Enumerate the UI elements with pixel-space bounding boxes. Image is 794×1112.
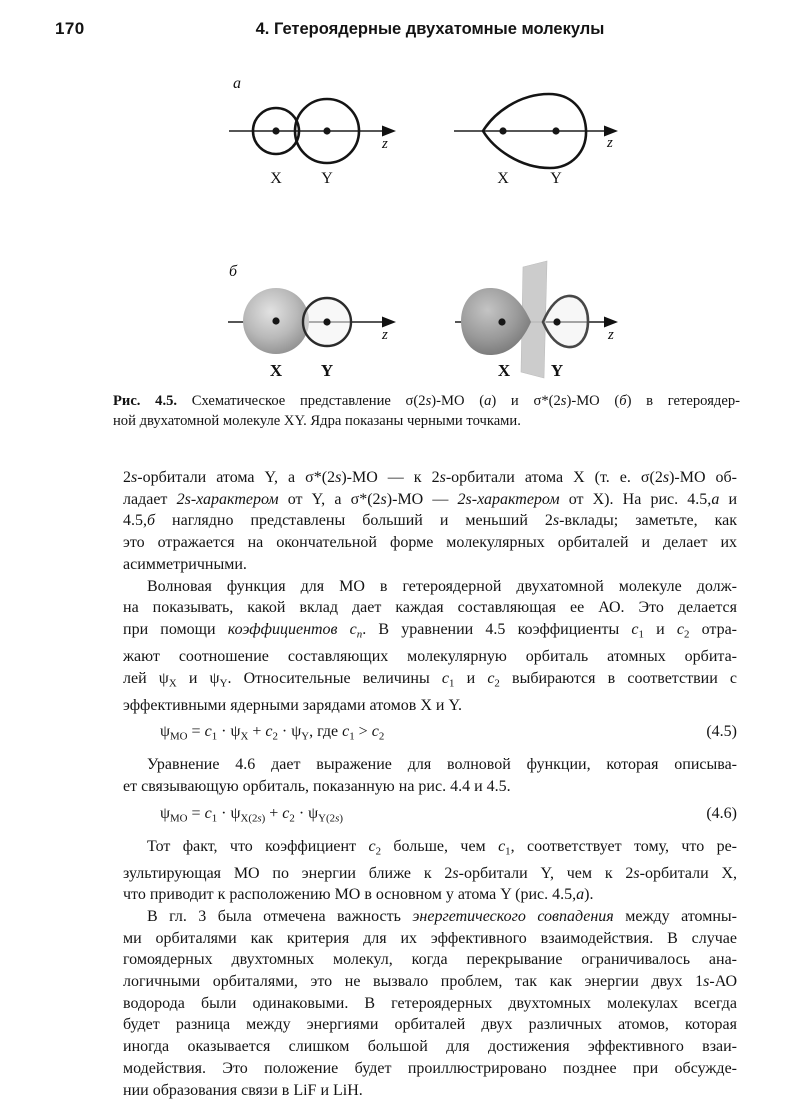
paragraph bbox=[123, 906, 737, 1101]
text-segment: 1 bbox=[211, 811, 218, 824]
text-segment: ) bbox=[339, 811, 343, 824]
text-segment: 1 bbox=[211, 730, 218, 743]
equation-body: $\psi_{МО} = c_1 \cdot \psi_X + c_2 \cdot \psi_Y$, где $c_1 > c_2$ bbox=[160, 723, 385, 743]
text-segment: б bbox=[619, 393, 627, 409]
arrowhead-icon bbox=[382, 317, 396, 328]
text-line: что приводит к расположению МО в основном у атома Y (рис. 4.5,а). bbox=[123, 886, 594, 904]
figure-4-5 bbox=[0, 60, 794, 390]
text-segment: 1 bbox=[349, 730, 355, 743]
text-segment: c bbox=[371, 723, 379, 741]
nucleus-dot bbox=[323, 318, 330, 325]
text-segment: s bbox=[633, 864, 640, 882]
text-segment: c bbox=[441, 669, 449, 687]
z-axis-label: z bbox=[607, 135, 613, 151]
atom-y-label: Y bbox=[320, 361, 334, 380]
atom-y-label: Y bbox=[550, 170, 562, 187]
shaded-lobe-x bbox=[461, 288, 531, 355]
text-line: Тот факт, что коэффициент $c_2$ больше, чем $c_1$, соответствует тому, что ре- bbox=[147, 837, 738, 857]
atom-x-label: X bbox=[270, 170, 282, 187]
body-text bbox=[123, 467, 737, 1101]
text-segment: s bbox=[335, 469, 342, 486]
text-line: иногда оказывается слишком большой для достижения эффективного взаи- bbox=[123, 1038, 737, 1056]
text-segment: а bbox=[484, 393, 492, 409]
text-segment: Y(2 bbox=[318, 811, 336, 824]
text-segment: s bbox=[439, 469, 446, 486]
text-segment: МО bbox=[170, 811, 188, 824]
text-line: это отражается на окончательной форме молекулярных орбиталей и делает их bbox=[123, 534, 737, 552]
text-segment: 2 bbox=[494, 676, 500, 689]
equation-number: (4.5) bbox=[706, 723, 737, 741]
text-segment: c bbox=[676, 620, 684, 638]
equation-body: $\psi_{МО} = c_1 \cdot \psi_{X(2s)} + c_2 \cdot \psi_{Y(2s)}$ bbox=[160, 804, 343, 824]
nucleus-dot bbox=[498, 318, 505, 325]
atom-x-label: X bbox=[497, 361, 511, 380]
atom-x-label: X bbox=[269, 361, 283, 380]
text-segment: c bbox=[498, 837, 506, 855]
text-line: водорода были одинаковыми. В гетероядерных двухтомных молекулах всегда bbox=[123, 994, 737, 1012]
text-segment: 1 bbox=[505, 844, 511, 857]
text-line: ми орбиталями как критерия для их эффективного взаимодействия. В случае bbox=[123, 929, 737, 947]
text-segment: коэффициентов c bbox=[227, 620, 357, 638]
text-line: В гл. 3 была отмечена важность энергетического совпадения между атомны- bbox=[147, 907, 738, 925]
text-segment: а bbox=[576, 886, 585, 904]
paragraph bbox=[123, 576, 737, 717]
equation bbox=[123, 803, 737, 830]
paragraph bbox=[123, 754, 737, 797]
text-segment: МО bbox=[170, 730, 188, 743]
equation-number: (4.6) bbox=[706, 804, 737, 822]
text-line: модействия. Это положение будет проиллюстрировано позднее при обсужде- bbox=[123, 1059, 737, 1077]
text-segment: s bbox=[131, 469, 138, 486]
diagram-b-ao-overlap bbox=[228, 288, 396, 380]
text-segment: Y bbox=[301, 730, 310, 743]
text-segment: X(2 bbox=[240, 811, 258, 824]
text-segment: s bbox=[257, 811, 262, 824]
nucleus-dot bbox=[323, 127, 330, 134]
caption-line: Рис. 4.5. Схематическое представление σ(2s)-МО (а) и σ*(2s)-МО (б) в гетероядер- bbox=[113, 393, 740, 409]
text-segment: ) bbox=[261, 811, 266, 824]
text-line: ладает 2s-характером от Y, а σ*(2s)-МО — 2s-характером от X). На рис. 4.5,а и bbox=[123, 490, 738, 508]
text-segment: Y bbox=[219, 676, 228, 689]
text-line: жают соотношение составляющих молекулярную орбиталь атомных орбита- bbox=[123, 647, 737, 665]
text-segment: 2 bbox=[289, 811, 295, 824]
text-segment: s bbox=[335, 811, 340, 824]
text-segment: s bbox=[662, 469, 670, 486]
text-segment: X bbox=[168, 676, 177, 689]
text-line: логичными орбиталями, это не вызвало проблем, так как энергии двух 1s-АО bbox=[123, 973, 737, 991]
text-line: будет разница между энергиями орбиталей двух различных атомов, которая bbox=[123, 1016, 737, 1034]
text-line: 4.5,б наглядно представлены больший и меньший 2s-вклады; заметьте, как bbox=[123, 512, 737, 530]
text-segment: c bbox=[631, 620, 639, 638]
text-segment: энергетического совпадения bbox=[412, 907, 614, 925]
text-segment: 2 bbox=[378, 730, 385, 743]
text-segment: 2 bbox=[272, 730, 278, 743]
atom-y-label: Y bbox=[550, 361, 564, 380]
text-line: ет связывающую орбиталь, показанную на рис. 4.4 и 4.5. bbox=[123, 777, 511, 795]
text-segment: c bbox=[204, 804, 212, 822]
page-number: 170 bbox=[55, 19, 85, 38]
figure-caption bbox=[113, 392, 740, 431]
text-line: зультирующая МО по энергии ближе к 2s-орбитали Y, чем к 2s-орбитали X, bbox=[123, 864, 738, 882]
text-segment: s bbox=[552, 512, 560, 530]
text-segment: 2 bbox=[375, 844, 381, 857]
atom-x-label: X bbox=[497, 170, 509, 187]
text-segment: 1 bbox=[449, 676, 455, 689]
paragraph bbox=[123, 836, 737, 906]
text-line: нии образования связи в LiF и LiH. bbox=[123, 1081, 363, 1099]
text-segment: s bbox=[380, 490, 387, 508]
text-line: асимметричными. bbox=[123, 555, 247, 573]
text-segment: c bbox=[487, 669, 495, 687]
diagram-a-sigma-mo bbox=[454, 94, 618, 187]
panel-a-label: а bbox=[233, 75, 241, 92]
z-axis-label: z bbox=[382, 136, 388, 152]
nucleus-dot bbox=[272, 317, 279, 324]
text-segment: c bbox=[265, 723, 273, 741]
text-segment: s bbox=[703, 973, 710, 991]
text-line: при помощи коэффициентов $c_n$. В уравнении 4.5 коэффициенты $c_1$ и $c_2$ отра- bbox=[123, 620, 737, 641]
z-axis-label: z bbox=[608, 327, 614, 343]
text-segment: c bbox=[342, 723, 350, 741]
text-line: эффективными ядерными зарядами атомов X и Y. bbox=[123, 696, 462, 714]
text-segment: б bbox=[147, 512, 156, 530]
nucleus-dot bbox=[272, 127, 279, 134]
text-segment: n bbox=[356, 628, 363, 641]
diagram-b-sigma-star-mo bbox=[455, 261, 618, 380]
text-segment: Рис. 4.5. bbox=[113, 393, 178, 409]
text-line: Уравнение 4.6 дает выражение для волновой функции, которая описыва- bbox=[147, 756, 737, 774]
nucleus-dot bbox=[499, 127, 506, 134]
text-line: лей $\psi_X$ и $\psi_Y$. Относительные величины $c_1$ и $c_2$ выбираются в соответствии с bbox=[123, 669, 738, 689]
text-line: Волновая функция для МО в гетероядерной двухатомной молекуле долж- bbox=[147, 577, 737, 595]
chapter-header: 4. Гетероядерные двухатомные молекулы bbox=[255, 20, 605, 38]
text-segment: s bbox=[452, 864, 459, 882]
text-segment: 2 bbox=[683, 628, 690, 641]
text-segment: s bbox=[425, 393, 432, 409]
nucleus-dot bbox=[553, 318, 560, 325]
text-line: 2s-орбитали атома Y, а σ*(2s)-МО — к 2s-орбитали атома X (т. е. σ(2s)-МО об- bbox=[123, 469, 738, 486]
panel-b-label: б bbox=[229, 263, 238, 280]
text-line: на показывать, какой вклад дает каждая составляющая ее АО. Это делается bbox=[123, 599, 737, 617]
text-segment: c bbox=[368, 837, 376, 855]
paragraph bbox=[123, 467, 737, 576]
z-axis-label: z bbox=[382, 327, 388, 343]
arrowhead-icon bbox=[604, 317, 618, 328]
caption-line: ной двухатомной молекуле XY. Ядра показаны черными точками. bbox=[113, 412, 521, 429]
equation bbox=[123, 721, 737, 748]
text-segment: c bbox=[282, 804, 290, 822]
text-segment: 2s-характером bbox=[457, 490, 560, 508]
text-segment: X bbox=[240, 730, 249, 743]
text-line: гомоядерных двухтомных молекул, когда перекрывание ограничивалось ана- bbox=[123, 951, 737, 969]
diagram-a-ao-overlap bbox=[229, 99, 396, 187]
nucleus-dot bbox=[552, 127, 559, 134]
text-segment: c bbox=[204, 723, 212, 741]
arrowhead-icon bbox=[382, 126, 396, 137]
atom-y-label: Y bbox=[321, 170, 333, 187]
text-segment: 1 bbox=[638, 628, 644, 641]
lobe-y-outline bbox=[543, 296, 588, 347]
text-segment: s bbox=[560, 393, 567, 409]
text-segment: 2s-характером bbox=[176, 490, 279, 508]
text-segment: а bbox=[711, 490, 720, 508]
